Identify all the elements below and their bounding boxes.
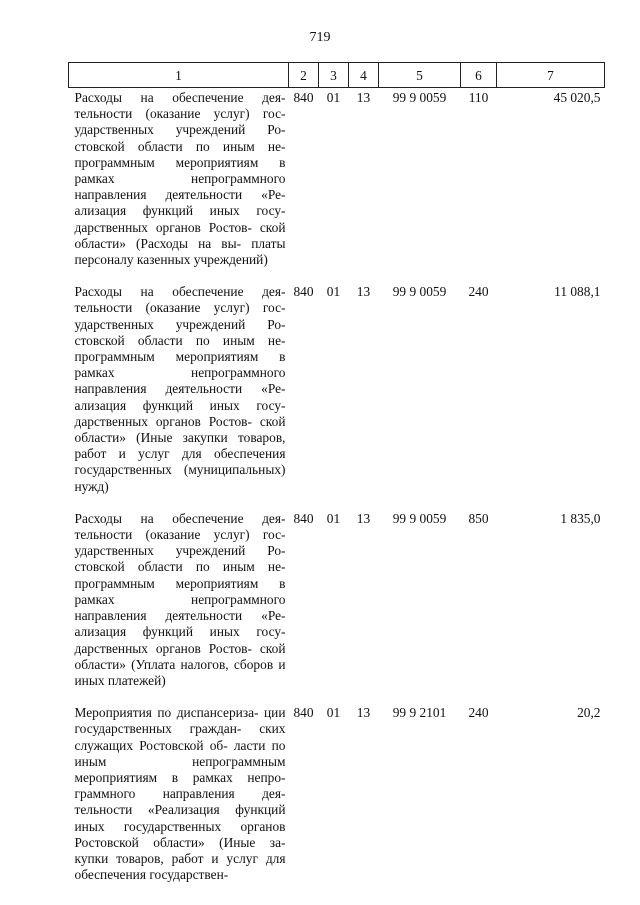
ministry-code: 840	[293, 90, 314, 105]
description-line: тельности (оказание услуг) гос-	[74, 106, 286, 122]
description-line: учреждений)	[193, 252, 268, 268]
column-header: 2	[289, 63, 319, 88]
row-spacer	[69, 268, 605, 282]
row-spacer-cell	[69, 268, 605, 282]
row-spacer-cell	[69, 689, 605, 703]
target-article-code: 99 9 2101	[392, 705, 447, 721]
amount-value: 45 020,5	[553, 90, 601, 105]
table-row	[69, 509, 605, 689]
description-line: обеспечения государственных	[74, 446, 286, 478]
table-row	[69, 703, 605, 883]
description-line: ализация функций иных госу-	[74, 624, 286, 640]
subsection-code: 13	[356, 284, 371, 300]
description-line: тельности (оказание услуг) гос-	[74, 300, 286, 316]
description-line: платы персоналу казенных	[74, 235, 286, 268]
description-line: ской области» (Уплата налогов,	[74, 640, 286, 672]
table-row	[69, 88, 605, 269]
description-line: Расходы на обеспечение дея-	[74, 284, 286, 300]
description-line: товаров, работ и услуг для	[74, 430, 286, 462]
description-line: ской области» (Иные закупки	[74, 413, 286, 446]
column-header: 6	[461, 63, 497, 88]
column-header: 7	[497, 63, 605, 88]
description-line: стовской области по иным не-	[74, 138, 286, 154]
row-description	[69, 282, 289, 495]
description-line: ласти по иным непрограммным	[74, 737, 286, 769]
description-line: ции государственных граждан-	[74, 705, 286, 737]
section-code: 01	[326, 510, 341, 526]
description-line: направления деятельности «Ре-	[74, 608, 286, 624]
description-line: дарственных органов Ростов-	[74, 413, 252, 429]
subsection-code: 13	[356, 510, 371, 526]
ministry-code: 840	[293, 510, 314, 526]
row-spacer-cell	[69, 495, 605, 509]
description-line: сборов и иных платежей)	[74, 656, 286, 688]
expense-type-code: 110	[468, 90, 489, 105]
row-description	[69, 509, 289, 689]
description-line: ализация функций иных госу-	[74, 203, 286, 219]
description-line: для обеспечения государствен-	[74, 850, 286, 883]
description-line: стовской области по иным не-	[74, 559, 286, 575]
expense-type-code: 240	[468, 705, 489, 721]
description-line: ударственных учреждений Ро-	[74, 122, 286, 138]
amount-value: 20,2	[577, 705, 601, 721]
description-line: ских служащих Ростовской об-	[74, 721, 286, 753]
description-line: направления деятельности «Ре-	[74, 187, 286, 203]
section-code: 01	[326, 284, 341, 300]
target-article-code: 99 9 0059	[392, 284, 447, 300]
target-article-code: 99 9 0059	[392, 510, 447, 526]
description-line: иных государственных органов	[74, 818, 286, 834]
description-line: тельности «Реализация функций	[74, 802, 286, 818]
ministry-code: 840	[293, 705, 314, 721]
description-line: программным мероприятиям в	[74, 575, 286, 591]
column-header: 3	[319, 63, 349, 88]
row-spacer	[69, 689, 605, 703]
amount-value: 11 088,1	[554, 284, 601, 300]
description-line: рамках непрограммного	[74, 171, 286, 187]
description-line: стовской области по иным не-	[74, 332, 286, 348]
subsection-code: 13	[356, 90, 371, 105]
description-line: дарственных органов Ростов-	[74, 640, 252, 656]
amount-value: 1 835,0	[560, 510, 601, 526]
description-line: ской области» (Расходы на вы-	[74, 219, 286, 251]
column-header: 1	[69, 63, 289, 88]
row-description	[69, 703, 289, 883]
description-line: рамках непрограммного	[74, 365, 286, 381]
description-line: тельности (оказание услуг) гос-	[74, 527, 286, 543]
ministry-code: 840	[293, 284, 314, 300]
row-description	[69, 88, 289, 269]
description-line: дарственных органов Ростов-	[74, 219, 252, 235]
budget-table	[68, 62, 605, 883]
page-number: 719	[309, 30, 331, 45]
table-row	[69, 282, 605, 495]
row-spacer	[69, 495, 605, 509]
description-line: Расходы на обеспечение дея-	[74, 90, 286, 105]
description-line: (муниципальных) нужд)	[74, 462, 286, 494]
column-header: 5	[379, 63, 461, 88]
expense-type-code: 240	[468, 284, 489, 300]
description-line: Расходы на обеспечение дея-	[74, 510, 286, 526]
target-article-code: 99 9 0059	[392, 90, 447, 105]
description-line: рамках непрограммного	[74, 591, 286, 607]
section-code: 01	[326, 705, 341, 721]
description-line: направления деятельности «Ре-	[74, 381, 286, 397]
description-line: ализация функций иных госу-	[74, 397, 286, 413]
description-line: граммного направления дея-	[74, 786, 286, 802]
subsection-code: 13	[356, 705, 371, 721]
description-line: Ростовской области» (Иные за-	[74, 834, 286, 850]
section-code: 01	[326, 90, 341, 105]
table-header-row	[69, 63, 605, 88]
description-line: Мероприятия по диспансериза-	[74, 705, 259, 721]
description-line: программным мероприятиям в	[74, 154, 286, 170]
description-line: ударственных учреждений Ро-	[74, 543, 286, 559]
description-line: мероприятиям в рамках непро-	[74, 769, 286, 785]
description-line: программным мероприятиям в	[74, 349, 286, 365]
column-header: 4	[349, 63, 379, 88]
expense-type-code: 850	[468, 510, 489, 526]
description-line: купки товаров, работ и услуг	[74, 850, 258, 866]
description-line: ударственных учреждений Ро-	[74, 316, 286, 332]
